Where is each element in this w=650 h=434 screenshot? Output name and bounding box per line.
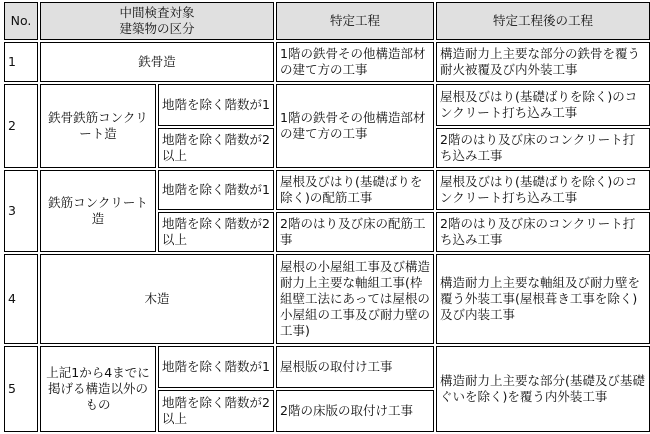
table-row xyxy=(4,254,650,344)
process-cell: 屋根版の取付け工事 xyxy=(276,346,434,388)
after-process-cell: 2階のはり及び床のコンクリート打ち込み工事 xyxy=(436,212,650,252)
after-process-cell: 構造耐力上主要な部分の鉄骨を覆う耐火被覆及び内外装工事 xyxy=(436,42,650,82)
process-cell: 屋根及びはり(基礎ばりを除く)の配筋工事 xyxy=(276,170,434,210)
process-cell: 1階の鉄骨その他構造部材の建て方の工事 xyxy=(276,84,434,168)
category-cell: 鉄骨造 xyxy=(40,42,274,82)
subcategory-cell: 地階を除く階数が2以上 xyxy=(158,212,274,252)
category-cell: 鉄筋コンクリート造 xyxy=(40,170,156,252)
header-target-line1: 中間検査対象 xyxy=(119,5,195,20)
row-number: 3 xyxy=(4,170,38,252)
process-cell: 屋根の小屋組工事及び構造耐力上主要な軸組工事(枠組壁工法にあっては屋根の小屋組の工事及び耐力壁の工事) xyxy=(276,254,434,344)
row-number: 5 xyxy=(4,346,38,432)
table-row xyxy=(4,170,650,210)
category-cell: 鉄骨鉄筋コンクリート造 xyxy=(40,84,156,168)
category-cell: 木造 xyxy=(40,254,274,344)
inspection-process-table xyxy=(2,0,650,434)
after-process-cell: 2階のはり及び床のコンクリート打ち込み工事 xyxy=(436,128,650,168)
after-process-cell: 屋根及びはり(基礎ばりを除く)のコンクリート打ち込み工事 xyxy=(436,170,650,210)
process-cell: 1階の鉄骨その他構造部材の建て方の工事 xyxy=(276,42,434,82)
subcategory-cell: 地階を除く階数が1 xyxy=(158,170,274,210)
table-row xyxy=(4,84,650,126)
header-after-process: 特定工程後の工程 xyxy=(436,2,650,40)
after-process-cell: 構造耐力上主要な部分(基礎及び基礎ぐいを除く)を覆う内外装工事 xyxy=(436,346,650,432)
table-header-row xyxy=(4,2,650,40)
table-row xyxy=(4,346,650,388)
subcategory-cell: 地階を除く階数が2以上 xyxy=(158,390,274,432)
subcategory-cell: 地階を除く階数が2以上 xyxy=(158,128,274,168)
process-cell: 2階のはり及び床の配筋工事 xyxy=(276,212,434,252)
table-row xyxy=(4,42,650,82)
after-process-cell: 屋根及びはり(基礎ばりを除く)のコンクリート打ち込み工事 xyxy=(436,84,650,126)
subcategory-cell: 地階を除く階数が1 xyxy=(158,346,274,388)
process-cell: 2階の床版の取付け工事 xyxy=(276,390,434,432)
header-target-line2: 建築物の区分 xyxy=(119,21,195,36)
category-cell: 上記1から4までに掲げる構造以外のもの xyxy=(40,346,156,432)
subcategory-cell: 地階を除く階数が1 xyxy=(158,84,274,126)
row-number: 1 xyxy=(4,42,38,82)
header-target-category xyxy=(40,2,274,40)
header-no: No. xyxy=(4,2,38,40)
after-process-cell: 構造耐力上主要な軸組及び耐力壁を覆う外装工事(屋根葺き工事を除く)及び内装工事 xyxy=(436,254,650,344)
row-number: 2 xyxy=(4,84,38,168)
row-number: 4 xyxy=(4,254,38,344)
header-specific-process: 特定工程 xyxy=(276,2,434,40)
